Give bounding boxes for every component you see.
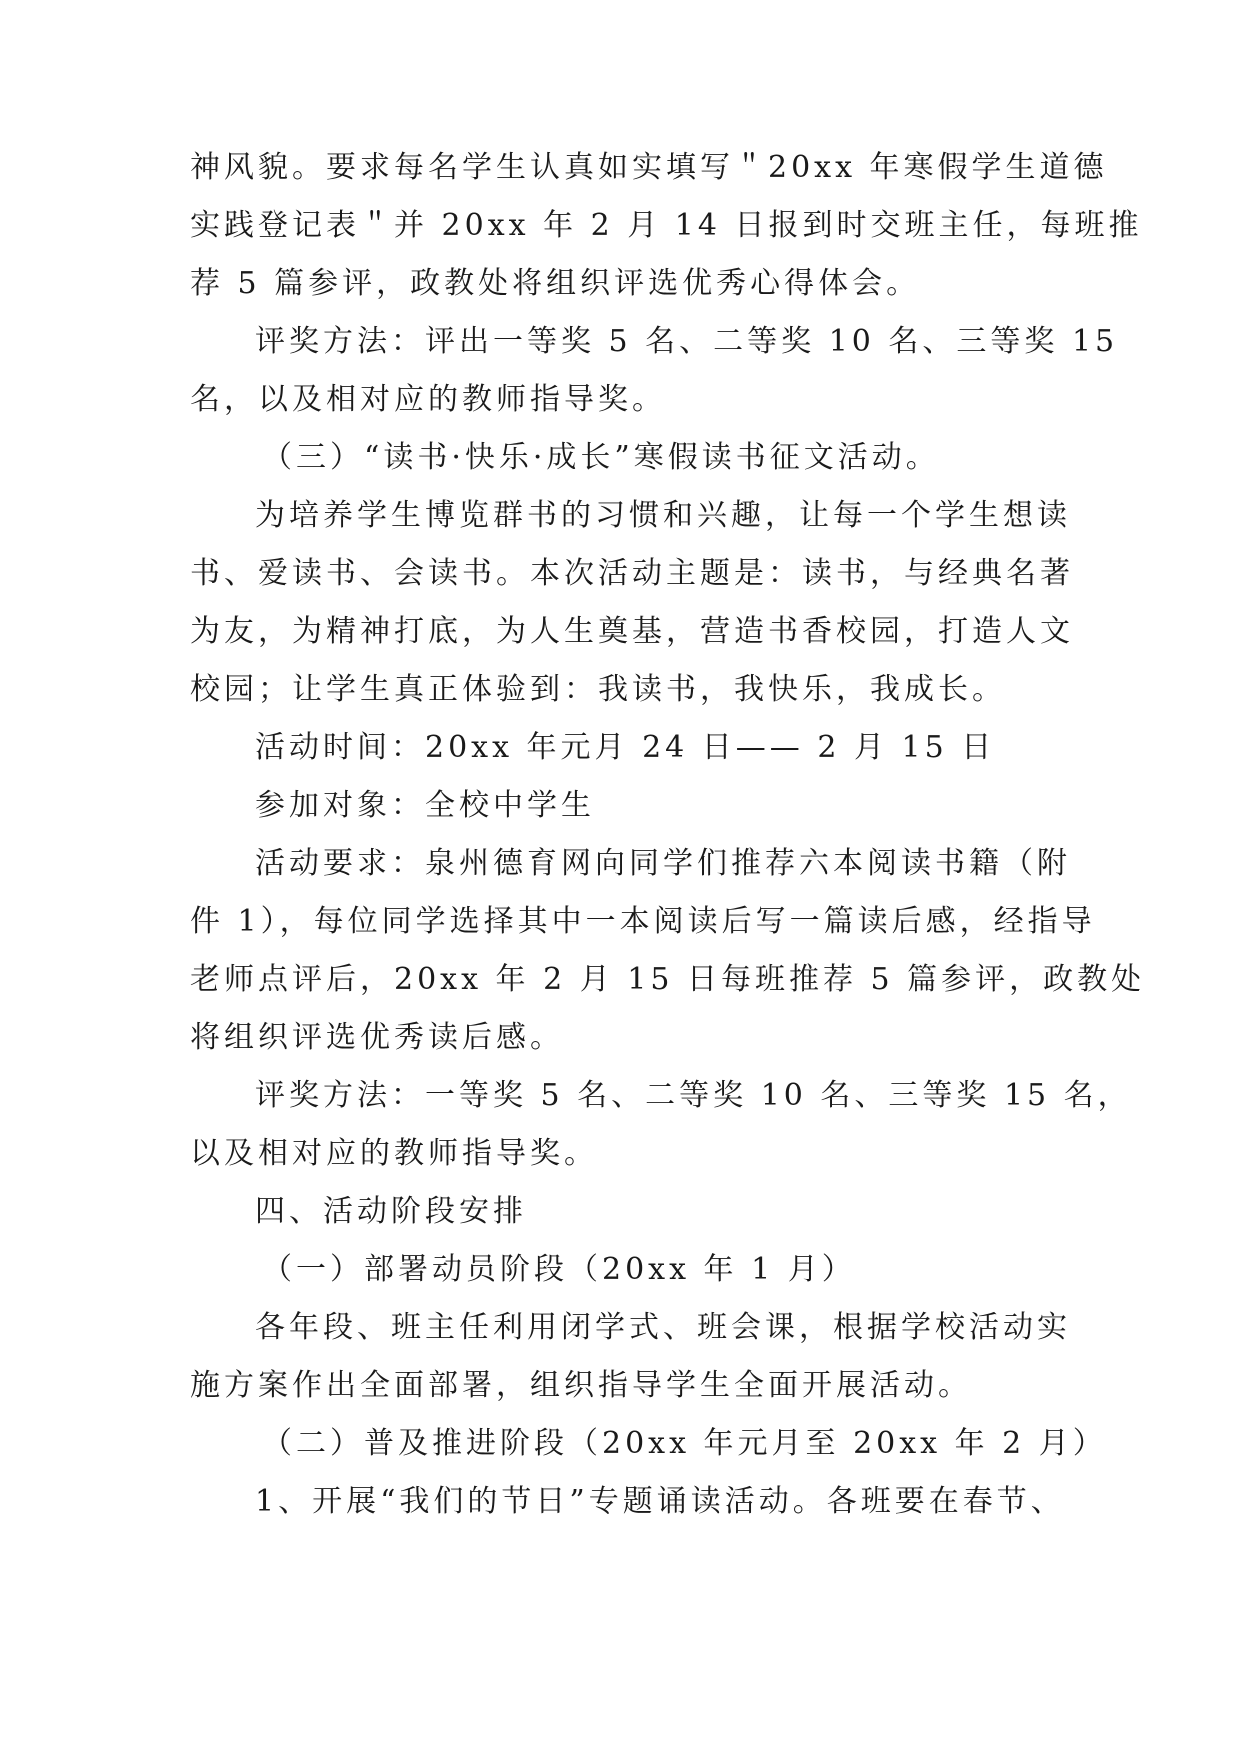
text-line: 件 1），每位同学选择其中一本阅读后写一篇读后感，经指导	[190, 904, 1096, 939]
text-line: 名，以及相对应的教师指导奖。	[190, 382, 666, 417]
paragraph-line: 评奖方法：评出一等奖 5 名、二等奖 10 名、三等奖 15	[255, 324, 1119, 359]
text-line: 施方案作出全面部署，组织指导学生全面开展活动。	[190, 1368, 972, 1403]
section-heading: （三）“读书·快乐·成长”寒假读书征文活动。	[262, 440, 940, 475]
subsection-heading: （二）普及推进阶段（20xx 年元月至 20xx 年 2 月）	[262, 1426, 1107, 1461]
text-line: 荐 5 篇参评，政教处将组织评选优秀心得体会。	[190, 266, 921, 301]
paragraph-line: 活动要求：泉州德育网向同学们推荐六本阅读书籍（附	[255, 846, 1071, 881]
subsection-heading: （一）部署动员阶段（20xx 年 1 月）	[262, 1252, 856, 1287]
paragraph-line: 各年段、班主任利用闭学式、班会课，根据学校活动实	[255, 1310, 1071, 1345]
text-line: 为友，为精神打底，为人生奠基，营造书香校园，打造人文	[190, 614, 1074, 649]
text-line: 实践登记表＂并 20xx 年 2 月 14 日报到时交班主任，每班推	[190, 208, 1143, 243]
text-line: 老师点评后，20xx 年 2 月 15 日每班推荐 5 篇参评，政教处	[190, 962, 1146, 997]
paragraph-line: 活动时间：20xx 年元月 24 日—— 2 月 15 日	[255, 730, 996, 765]
text-line: 校园；让学生真正体验到：我读书，我快乐，我成长。	[190, 672, 1006, 707]
text-line: 神风貌。要求每名学生认真如实填写＂20xx 年寒假学生道德	[190, 150, 1108, 185]
paragraph-line: 评奖方法：一等奖 5 名、二等奖 10 名、三等奖 15 名，	[255, 1078, 1132, 1113]
paragraph-line: 参加对象：全校中学生	[255, 788, 595, 823]
paragraph-line: 为培养学生博览群书的习惯和兴趣，让每一个学生想读	[255, 498, 1071, 533]
text-line: 书、爱读书、会读书。本次活动主题是：读书，与经典名著	[190, 556, 1074, 591]
section-heading: 四、活动阶段安排	[255, 1194, 527, 1229]
text-line: 以及相对应的教师指导奖。	[190, 1136, 598, 1171]
paragraph-line: 1、开展“我们的节日”专题诵读活动。各班要在春节、	[255, 1484, 1065, 1519]
text-line: 将组织评选优秀读后感。	[190, 1020, 564, 1055]
